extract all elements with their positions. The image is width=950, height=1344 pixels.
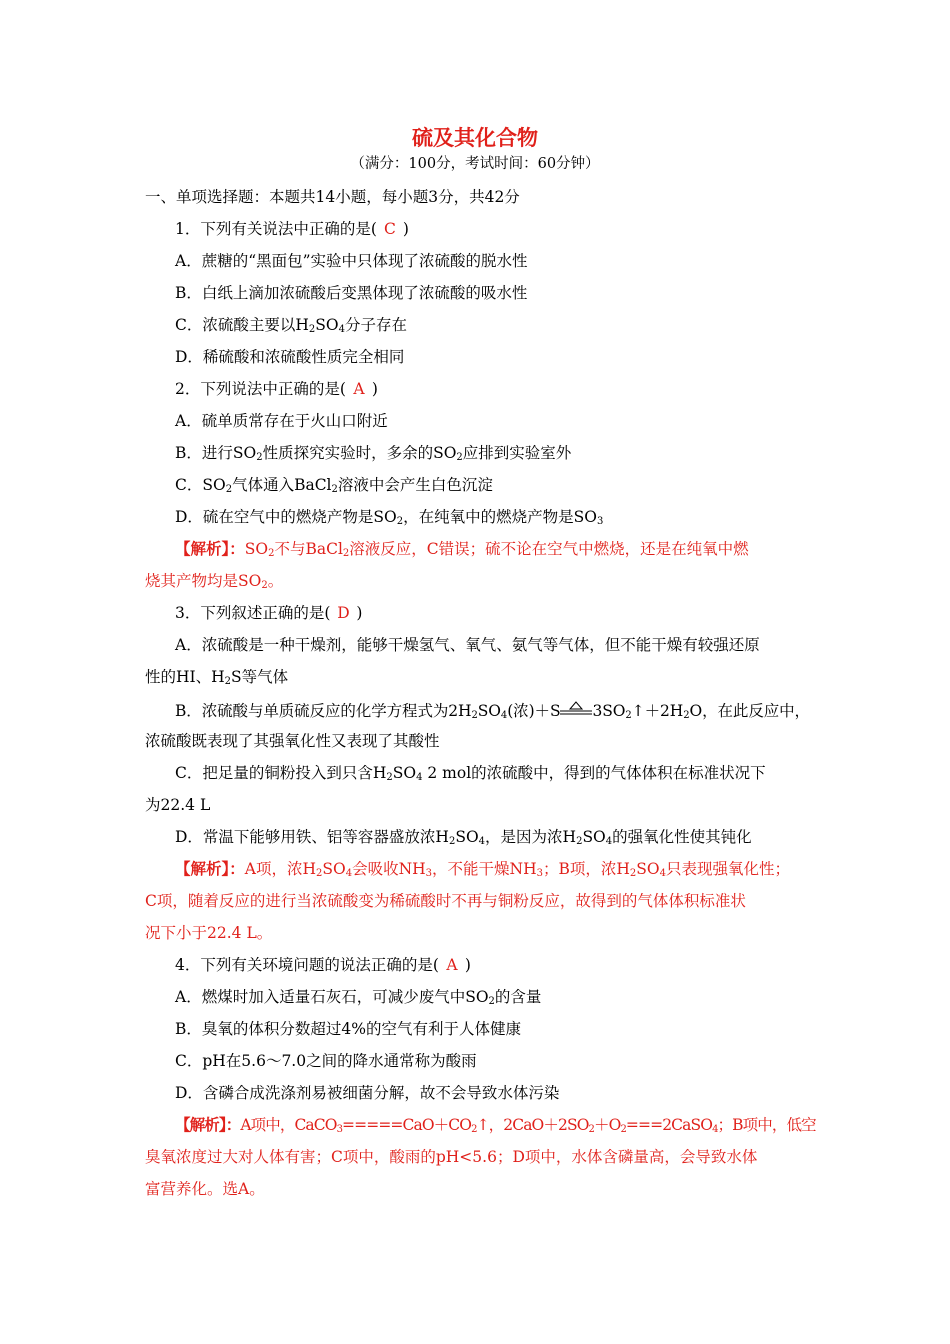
question-4-analysis-cont-2: 富营养化。选A。: [145, 1180, 265, 1198]
question-2-answer: A: [353, 380, 365, 398]
question-1-option-a: A．蔗糖的“黑面包”实验中只体现了浓硫酸的脱水性: [175, 252, 528, 270]
question-4-analysis: 【解析】：A项中，$CaCO_3=====CaO+CO_2↑$，$2CaO+2SO_2+O_2===2CaSO_4$；B项中，低空: [175, 1116, 816, 1135]
question-3-option-b: B．浓硫酸与单质硫反应的化学方程式为$2H_2SO_4$(浓)＋S $3SO_2↑+2H_2O$，在此反应中，: [175, 702, 810, 721]
document-subtitle: （满分：100分，考试时间：60分钟）: [350, 156, 600, 172]
question-1-option-b: B．白纸上滴加浓硫酸后变黑体现了浓硫酸的吸水性: [175, 284, 528, 302]
question-2-analysis: 【解析】：$SO_2$不与BaCl$_2$溶液反应，C错误；硫不论在空气中燃烧，还是在纯氧中燃: [175, 540, 749, 559]
question-4-option-a: A．燃煤时加入适量石灰石，可减少废气中$SO_2$的含量: [175, 988, 542, 1007]
question-3-analysis-cont: C项，随着反应的进行当浓硫酸变为稀硫酸时不再与铜粉反应，故得到的气体体积标准状: [145, 892, 746, 910]
question-1-option-c: C．浓硫酸主要以$H_2SO_4$分子存在: [175, 316, 407, 335]
question-3-option-a-cont: 性的HI、$H_2S$等气体: [145, 668, 289, 687]
heating-condition-icon: [560, 706, 592, 718]
question-2-option-a: A．硫单质常存在于火山口附近: [175, 412, 388, 430]
question-2-option-d: D．硫在空气中的燃烧产物是$SO_2$，在纯氧中的燃烧产物是$SO_3$: [175, 508, 604, 527]
question-4-option-d: D．含磷合成洗涤剂易被细菌分解，故不会导致水体污染: [175, 1084, 560, 1102]
analysis-label: 【解析】：: [175, 540, 245, 558]
question-4-option-b: B．臭氧的体积分数超过4%的空气有利于人体健康: [175, 1020, 521, 1038]
question-3-analysis-cont-2: 况下小于22.4 L。: [145, 924, 273, 942]
question-2-analysis-cont: 烧其产物均是$SO_2$。: [145, 572, 284, 591]
question-4-option-c: C．pH在5.6～7.0之间的降水通常称为酸雨: [175, 1052, 477, 1070]
section-heading: 一、单项选择题：本题共14小题，每小题3分，共42分: [145, 188, 520, 206]
question-4-stem: 4．下列有关环境问题的说法正确的是( A ): [175, 956, 471, 974]
question-1-answer: C: [383, 220, 396, 238]
question-2-option-b: B．进行$SO_2$性质探究实验时，多余的$SO_2$应排到实验室外: [175, 444, 572, 463]
question-3-option-d: D．常温下能够用铁、铝等容器盛放浓$H_2SO_4$，是因为浓$H_2SO_4$的强氧化性使其钝化: [175, 828, 752, 847]
question-3-stem: 3．下列叙述正确的是( D ): [175, 604, 363, 622]
question-4-answer: A: [446, 956, 458, 974]
document-title: 硫及其化合物: [412, 126, 538, 150]
question-3-answer: D: [337, 604, 350, 622]
question-3-analysis: 【解析】：A项，浓$H_2SO_4$会吸收$NH_3$，不能干燥$NH_3$；B项，浓$H_2SO_4$只表现强氧化性；: [175, 860, 791, 879]
question-4-analysis-cont: 臭氧浓度过大对人体有害；C项中，酸雨的pH<5.6；D项中，水体含磷量高，会导致水体: [145, 1148, 758, 1166]
question-3-option-a: A．浓硫酸是一种干燥剂，能够干燥氢气、氧气、氨气等气体，但不能干燥有较强还原: [175, 636, 760, 654]
question-2-stem: 2．下列说法中正确的是( A ): [175, 380, 378, 398]
question-1-option-d: D．稀硫酸和浓硫酸性质完全相同: [175, 348, 405, 366]
question-3-option-b-cont: 浓硫酸既表现了其强氧化性又表现了其酸性: [145, 732, 440, 750]
question-3-option-c-cont: 为22.4 L: [145, 796, 211, 814]
question-1-stem: 1．下列有关说法中正确的是( C ): [175, 220, 409, 238]
question-3-option-c: C．把足量的铜粉投入到只含$H_2SO_4$ 2 mol的浓硫酸中，得到的气体体积在标准状况下: [175, 764, 766, 783]
question-2-option-c: C．$SO_2$气体通入BaCl$_2$溶液中会产生白色沉淀: [175, 476, 493, 495]
